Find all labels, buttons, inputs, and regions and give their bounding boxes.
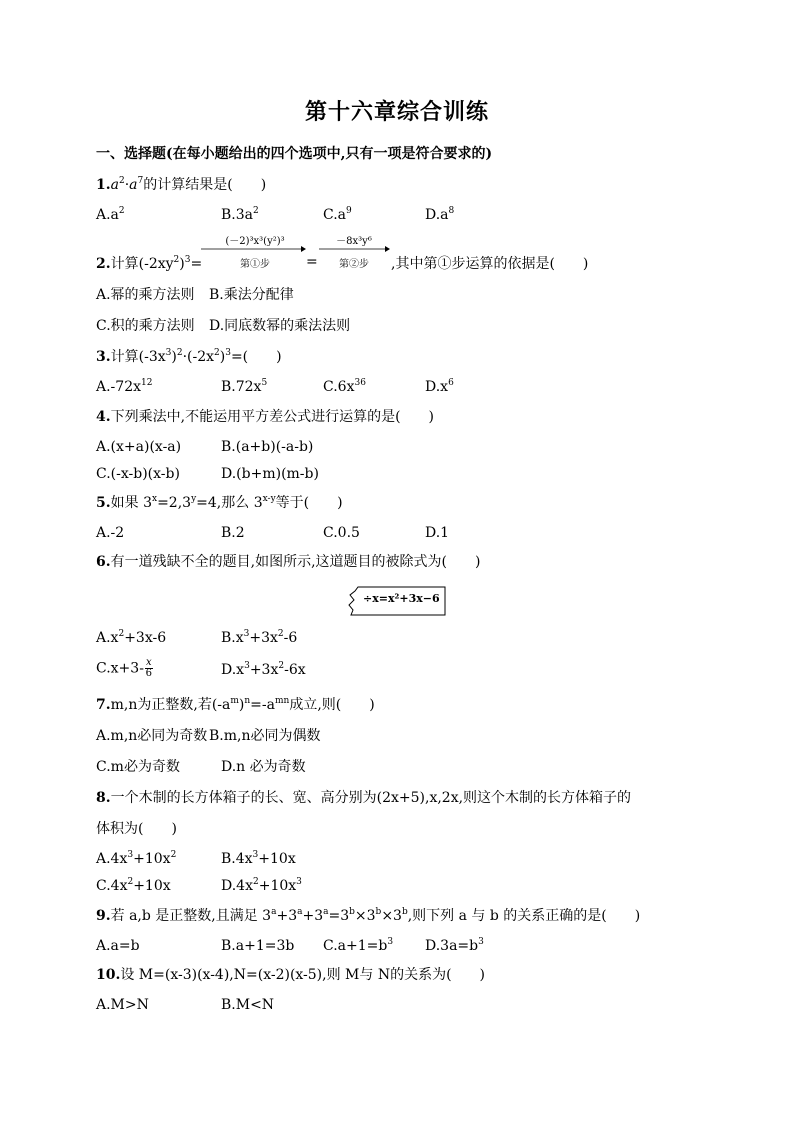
q4-option-a[interactable]: A.(x+a)(x-a) <box>96 439 182 455</box>
step-flow-diagram <box>201 232 391 272</box>
question-1: $1.a^2\cdot a^7$的计算结果是( ) <box>96 176 267 193</box>
question-number: 7. <box>96 697 111 713</box>
q4-option-d[interactable]: D.(b+m)(m-b) <box>221 466 319 482</box>
q7-option-d[interactable]: D.n 必为奇数 <box>221 759 306 775</box>
question-number: 4. <box>96 409 111 425</box>
q8-option-c[interactable]: $C.4x^2+10x$ <box>96 877 171 894</box>
q8-option-d[interactable]: $D.4x^2+10x^3$ <box>221 877 302 894</box>
question-6: 6.有一道残缺不全的题目,如图所示,这道题目的被除式为( ) <box>96 554 481 570</box>
fraction: $\frac{x}{6}$ <box>145 657 152 679</box>
q9-option-b[interactable]: B.a+1=3b <box>221 938 295 954</box>
q3-option-b[interactable]: $B.72x^5$ <box>221 378 268 395</box>
step2-arrow <box>319 246 391 252</box>
question-number: 6. <box>96 554 111 570</box>
q6-option-c[interactable]: C.x+3- $\frac{x}{6}$ <box>96 657 152 679</box>
q3-option-a[interactable]: $A.-72x^{12}$ <box>96 378 153 395</box>
equals-sign: = <box>306 254 318 270</box>
question-4: 4.下列乘法中,不能运用平方差公式进行运算的是( ) <box>96 409 434 425</box>
question-5: 5.如果 $3^x=2,3^y=4$,那么 3$^{x-y}$等于( ) <box>96 494 343 511</box>
q2-option-b[interactable]: B.乘法分配律 <box>209 287 294 303</box>
question-number: 9. <box>96 908 111 924</box>
question-8: 8.一个木制的长方体箱子的长、宽、高分别为(2x+5),x,2x,则这个木制的长方体箱子的 <box>96 790 632 806</box>
question-2: 2.计算$(-2xy^2)^3=$ <box>96 255 203 272</box>
q6-option-a[interactable]: $A.x^2+3x-6$ <box>96 629 167 646</box>
q5-option-b[interactable]: B.2 <box>221 525 245 541</box>
question-number: 3. <box>96 349 111 365</box>
step1-expression: (－2)³x³(y²)³ <box>225 236 285 247</box>
question-number: 2. <box>96 256 111 272</box>
q2-option-d[interactable]: D.同底数幂的乘法法则 <box>209 318 351 334</box>
question-3: 3.计算$(-3x^3)^2\cdot(-2x^2)^3=$( ) <box>96 348 282 365</box>
q4-option-c[interactable]: C.(-x-b)(x-b) <box>96 466 180 482</box>
q3-option-c[interactable]: $C.6x^{36}$ <box>323 378 366 395</box>
figure-expression: ÷x=x²+3x−6 <box>363 592 440 605</box>
question-number: 1. <box>96 177 111 193</box>
question-7: 7.m,n为正整数,若$(-a^m)^n=-a^{mn}$成立,则( ) <box>96 696 375 713</box>
page-title: 第十六章综合训练 <box>304 99 489 125</box>
question-number: 8. <box>96 790 111 806</box>
q9-option-c[interactable]: $C.a+1=b^3$ <box>323 937 394 954</box>
q1-option-c[interactable]: $C.a^9$ <box>323 206 352 223</box>
torn-problem-figure <box>346 586 446 616</box>
step2-expression: －8x³y⁶ <box>336 236 372 247</box>
q10-option-a[interactable]: A.M>N <box>96 997 149 1013</box>
question-8-line-2: 体积为( ) <box>96 821 177 837</box>
q5-option-a[interactable]: A.-2 <box>96 525 125 541</box>
q4-option-b[interactable]: B.(a+b)(-a-b) <box>221 439 314 455</box>
step1-label: 第①步 <box>240 259 270 270</box>
q2-option-c[interactable]: C.积的乘方法则 <box>96 318 195 334</box>
q6-option-b[interactable]: $B.x^3+3x^2-6$ <box>221 629 298 646</box>
section-heading: 一、选择题(在每小题给出的四个选项中,只有一项是符合要求的) <box>96 146 493 162</box>
q8-option-b[interactable]: $B.4x^3+10x$ <box>221 850 296 867</box>
step2-label: 第②步 <box>339 259 369 270</box>
q1-option-a[interactable]: $A.a^2$ <box>96 206 125 223</box>
q6-option-d[interactable]: $D.x^3+3x^2-6x$ <box>221 661 306 678</box>
question-10: 10.设 M=(x-3)(x-4),N=(x-2)(x-5),则 M与 N的关系为( ) <box>96 967 486 983</box>
q8-option-a[interactable]: $A.4x^3+10x^2$ <box>96 850 177 867</box>
step1-arrow <box>201 246 306 252</box>
q7-option-a[interactable]: A.m,n必同为奇数 <box>96 728 208 744</box>
q1-option-d[interactable]: $D.a^8$ <box>425 206 455 223</box>
q9-option-a[interactable]: A.a=b <box>96 938 140 954</box>
q5-option-c[interactable]: C.0.5 <box>323 525 360 541</box>
q3-option-d[interactable]: $D.x^6$ <box>425 378 454 395</box>
q2-stem-tail: ,其中第①步运算的依据是( ) <box>391 256 589 272</box>
q7-option-c[interactable]: C.m必为奇数 <box>96 759 180 775</box>
question-number: 5. <box>96 495 111 511</box>
q10-option-b[interactable]: B.M<N <box>221 997 275 1013</box>
question-number: 10. <box>96 967 121 983</box>
q9-option-d[interactable]: $D.3a=b^3$ <box>425 937 484 954</box>
q7-option-b[interactable]: B.m,n必同为偶数 <box>209 728 321 744</box>
q1-option-b[interactable]: $B.3a^2$ <box>221 206 259 223</box>
question-9: 9.若 a,b 是正整数,且满足 $3^a+3^a+3^a=3^b\times 3^b\times 3^b$,则下列 a 与 b 的关系正确的是( ) <box>96 907 641 924</box>
q5-option-d[interactable]: D.1 <box>425 525 450 541</box>
q2-option-a[interactable]: A.幂的乘方法则 <box>96 287 195 303</box>
